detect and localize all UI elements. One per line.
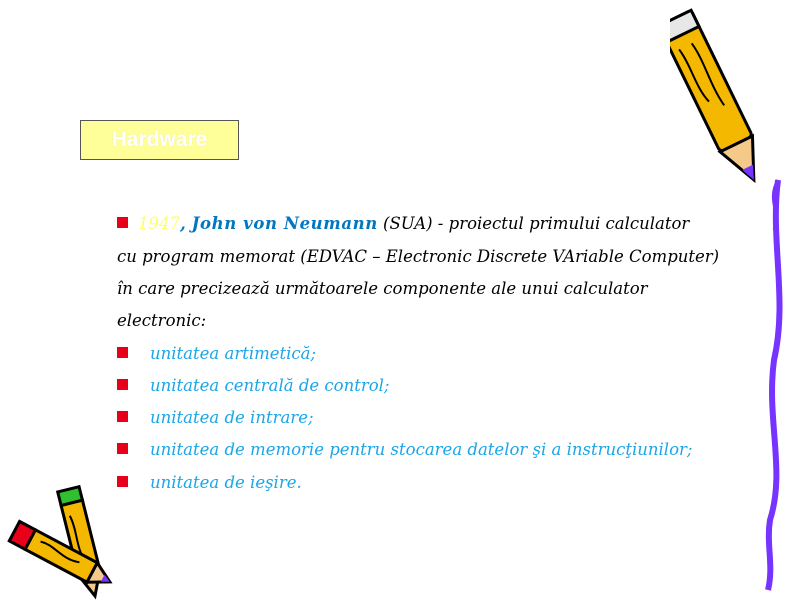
list-item-text: unitatea de ieşire. [150,473,302,492]
intro-line-4: electronic: [117,311,207,330]
list-item-text: unitatea centrală de control; [150,376,390,395]
bullet-icon [117,347,128,358]
bullet-icon [117,217,128,228]
bullet-icon [117,443,128,454]
person-name: John von Neumann [191,214,378,233]
country-text: (SUA) [377,214,433,233]
intro-line-1 [117,214,689,233]
bullet-icon [117,411,128,422]
intro-rest: - proiectul primului calculator [432,214,690,233]
list-item [117,408,314,427]
list-item-text: unitatea de intrare; [150,408,314,427]
title-box [80,120,239,160]
bullet-icon [117,379,128,390]
intro-line-3: în care precizează următoarele componente ale unui calculator [117,279,648,298]
year-text: 1947 [138,214,180,233]
pencil-icon-top-right [670,0,800,600]
pencil-icon-bottom-left-red [0,510,120,600]
intro-line-2: cu program memorat (EDVAC – Electronic Discrete VAriable Computer) [117,247,720,266]
page-title: Hardware [111,128,208,151]
list-item [117,376,389,395]
list-item-text: unitatea artimetică; [150,344,317,363]
comma-text: , [180,214,187,233]
list-item [117,440,692,459]
list-item [117,344,316,363]
bullet-icon [117,476,128,487]
list-item [117,473,302,492]
list-item-text: unitatea de memorie pentru stocarea datelor şi a instrucţiunilor; [150,440,693,459]
